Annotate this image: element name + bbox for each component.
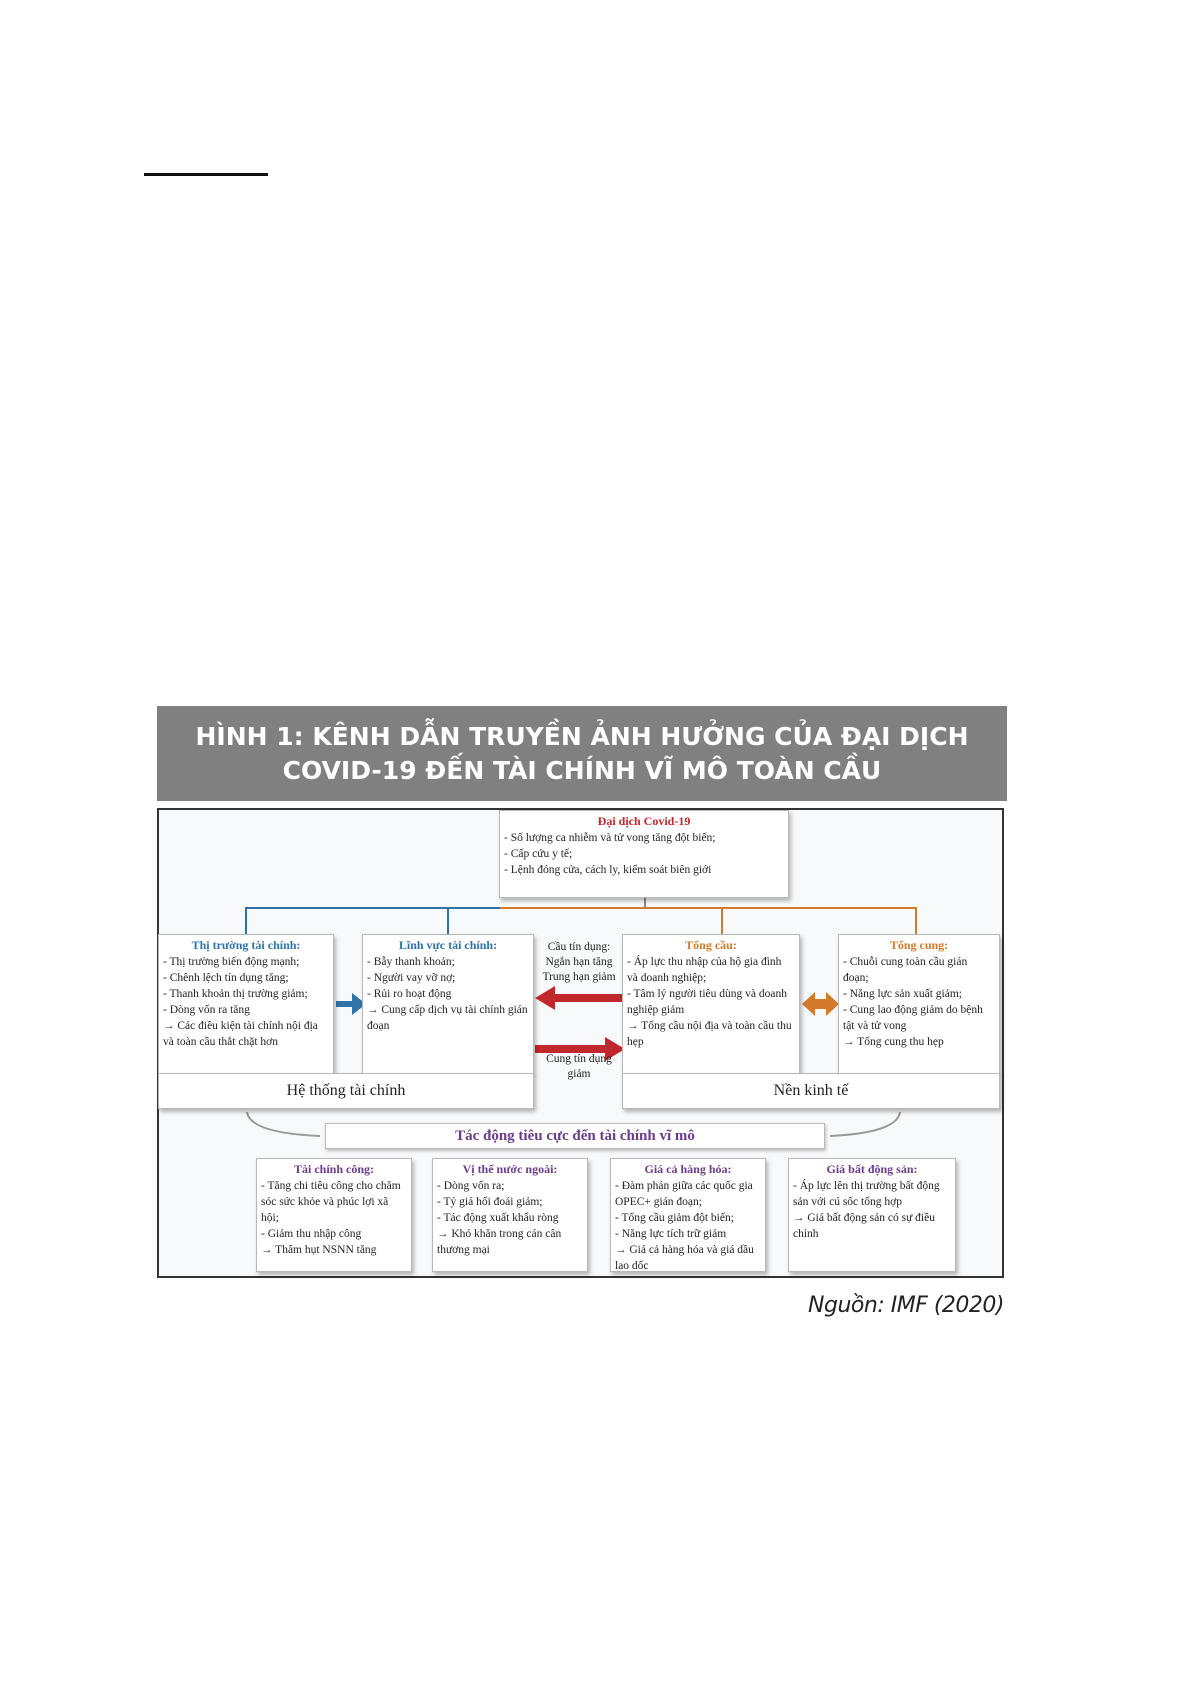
public-finance-line: - Tăng chi tiêu công cho chăm sóc sức khỏe và phúc lợi xã hội; [261,1180,401,1224]
financial-sector-line: - Rủi ro hoạt động [367,988,452,1000]
external-position-box [432,1158,588,1272]
figure-title-line1: HÌNH 1: KÊNH DẪN TRUYỀN ẢNH HƯỞNG CỦA ĐẠI DỊCH [195,721,969,751]
financial-sector-title: Lĩnh vực tài chính: [398,938,498,952]
covid-pandemic-line: - Cấp cứu y tế; [504,848,573,860]
real-estate-prices-line: → Giá bất động sản có sự điều chỉnh [793,1212,935,1240]
commodity-prices-box [610,1158,766,1272]
covid-pandemic-box [499,810,789,898]
financial-sector-line: → Cung cấp dịch vụ tài chính gián đoạn [367,1004,528,1032]
public-finance-title: Tài chính công: [293,1162,374,1176]
public-finance-line: - Giảm thu nhập công [261,1228,362,1240]
aggregate-supply-line: - Cung lao động giảm do bệnh tật và tử vong [843,1004,983,1032]
financial-markets-line: → Các điều kiện tài chính nội địa và toàn cầu thắt chặt hơn [163,1020,318,1048]
orange-double-arrow [802,992,839,1016]
aggregate-demand-box [622,934,800,1074]
credit-demand-line: Cầu tín dụng: [547,941,611,953]
credit-demand-label [538,940,620,985]
aggregate-supply-box [838,934,1000,1074]
aggregate-demand-line: - Tâm lý người tiêu dùng và doanh nghiệp giảm [627,988,787,1016]
commodity-prices-line: - Đàm phán giữa các quốc gia OPEC+ gián đoạn; [615,1180,753,1208]
financial-sector-box [362,934,534,1074]
external-position-line: → Khó khăn trong cán cân thương mại [437,1228,562,1256]
covid-pandemic-line: - Lệnh đóng cửa, cách ly, kiểm soát biên giới [504,864,712,876]
external-position-line: - Tác động xuất khẩu ròng [437,1212,559,1224]
credit-demand-line: Trung hạn giảm [542,971,616,983]
commodity-prices-line: → Giá cả hàng hóa và giá dầu lao dốc [615,1244,754,1272]
connector-economy [500,908,916,934]
public-finance-line: → Thâm hụt NSNN tăng [261,1244,377,1256]
financial-sector-line: - Bẫy thanh khoản; [367,956,455,968]
financial-markets-line: - Thanh khoản thị trường giảm; [163,988,308,1000]
connector-financial [246,908,500,934]
commodity-prices-title: Giá cả hàng hóa: [644,1162,732,1176]
aggregate-supply-title: Tổng cung: [889,938,949,952]
financial-sector-line: - Người vay vỡ nợ; [367,972,456,984]
credit-demand-line: Ngắn hạn tăng [545,956,613,968]
figure-title-line2: COVID-19 ĐẾN TÀI CHÍNH VĨ MÔ TOÀN CẦU [282,755,882,785]
real-estate-prices-box [788,1158,956,1272]
financial-markets-box [158,934,334,1074]
covid-pandemic-line: - Số lượng ca nhiễm và tử vong tăng đột biến; [504,832,716,844]
external-position-title: Vị thế nước ngoài: [462,1162,558,1176]
aggregate-supply-line: → Tổng cung thu hẹp [843,1036,944,1048]
aggregate-supply-line: - Chuỗi cung toàn cầu gián đoạn; [843,956,968,984]
public-finance-box [256,1158,412,1272]
red-arrow-left [535,986,622,1010]
financial-markets-line: - Chênh lệch tín dụng tăng; [163,972,289,984]
economy-band: Nền kinh tế [622,1073,1000,1109]
aggregate-demand-line: - Áp lực thu nhập của hộ gia đình và doanh nghiệp; [627,956,782,984]
real-estate-prices-title: Giá bất động sản: [826,1162,918,1176]
aggregate-supply-line: - Năng lực sản xuất giảm; [843,988,962,1000]
financial-markets-line: - Dòng vốn ra tăng [163,1004,250,1016]
figure-source: Nguồn: IMF (2020) [808,1293,1004,1318]
credit-supply-line: giảm [567,1068,591,1080]
commodity-prices-line: - Năng lực tích trữ giảm [615,1228,727,1240]
commodity-prices-line: - Tổng cầu giảm đột biến; [615,1212,734,1224]
financial-markets-line: - Thị trường biến động mạnh; [163,956,300,968]
financial-system-band: Hệ thống tài chính [158,1073,534,1109]
external-position-line: - Tỷ giá hối đoái giảm; [437,1196,543,1208]
macro-impact-label: Tác động tiêu cực đến tài chính vĩ mô [325,1123,825,1149]
real-estate-prices-line: - Áp lực lên thị trường bất động sản với cú sốc tổng hợp [793,1180,940,1208]
covid-pandemic-title: Đại dịch Covid-19 [597,814,691,828]
credit-supply-line: Cung tín dụng [546,1053,612,1065]
aggregate-demand-line: → Tổng cầu nội địa và toàn cầu thu hẹp [627,1020,792,1048]
external-position-line: - Dòng vốn ra; [437,1180,505,1192]
financial-markets-title: Thị trường tài chính: [191,938,301,952]
credit-supply-label [538,1052,620,1082]
aggregate-demand-title: Tổng cầu: [685,938,737,952]
